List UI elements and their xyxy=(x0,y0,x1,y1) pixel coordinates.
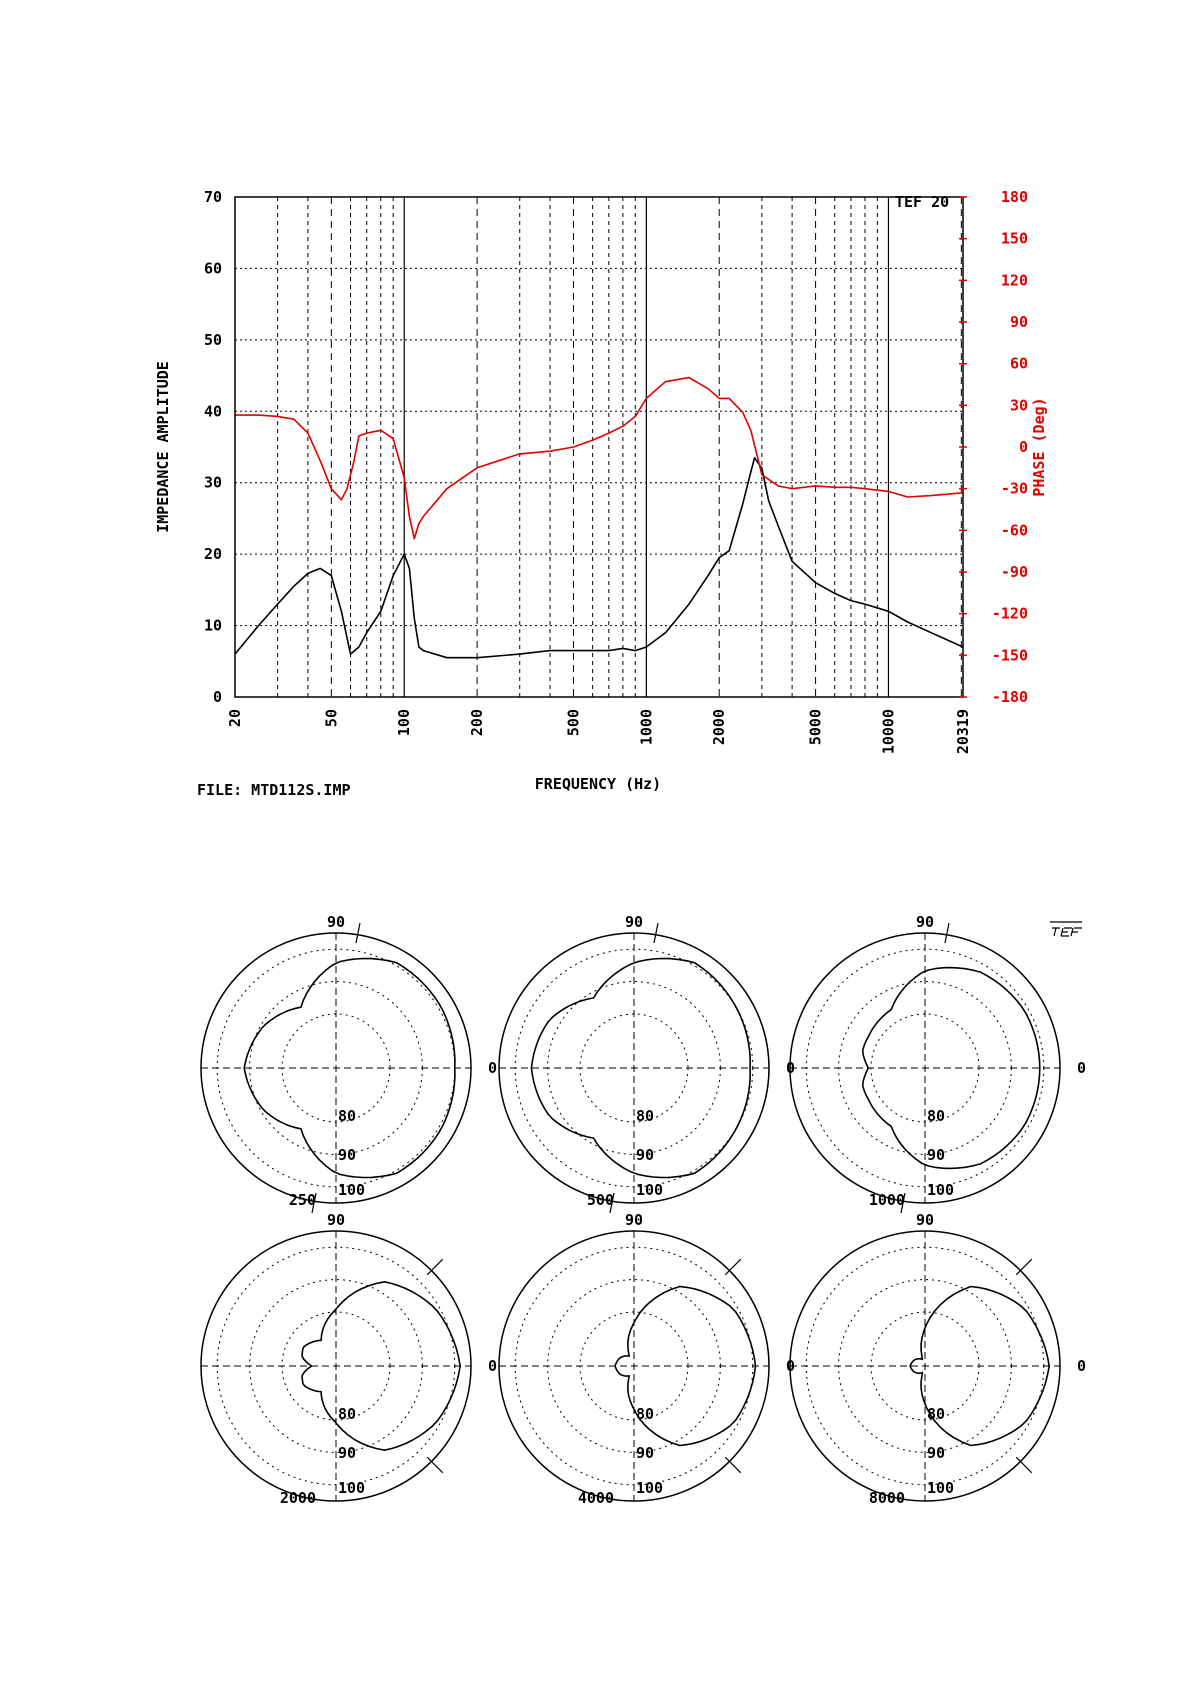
y-tick-label: 20 xyxy=(203,545,222,564)
tef-logo xyxy=(1050,922,1082,936)
polar-angle-label: 0 xyxy=(786,1357,796,1375)
y2-tick-label: -60 xyxy=(1000,521,1028,540)
polar-ring-label: 80 xyxy=(927,1405,946,1423)
y2-tick-label: 150 xyxy=(1000,229,1028,248)
x-tick-label: 500 xyxy=(564,709,583,737)
y2-tick-label: -90 xyxy=(1000,563,1028,581)
y2-tick-label: -30 xyxy=(1000,479,1028,498)
polar-ring-label: 100 xyxy=(636,1181,664,1199)
y-tick-label: 30 xyxy=(203,473,222,492)
x-tick-label: 100 xyxy=(395,709,414,737)
polar-angle-label: 90 xyxy=(915,1211,935,1229)
y2-tick-label: 120 xyxy=(1000,271,1028,290)
x-tick-label: 1000 xyxy=(637,709,656,746)
y-tick-label: 40 xyxy=(203,402,222,421)
polar-plot-8000 xyxy=(790,1211,1086,1507)
y-tick-label: 60 xyxy=(203,259,222,278)
y2-tick-label: 30 xyxy=(1009,396,1028,415)
impedance-phase-chart xyxy=(154,188,1048,799)
polar-frequency-label: 8000 xyxy=(868,1489,905,1507)
polar-ring-label: 80 xyxy=(338,1405,357,1423)
chart-tag-label: TEF 20 xyxy=(895,193,950,211)
x-tick-label: 50 xyxy=(322,709,341,728)
polar-frequency-label: 2000 xyxy=(279,1489,316,1507)
polar-plots xyxy=(201,913,1086,1507)
polar-response-curve xyxy=(531,959,750,1178)
polar-ring-label: 100 xyxy=(338,1181,366,1199)
y2-tick-label: 60 xyxy=(1009,354,1028,373)
polar-angle-label: 90 xyxy=(624,913,644,931)
polar-ring-label: 90 xyxy=(636,1146,655,1164)
polar-frequency-label: 4000 xyxy=(577,1489,614,1507)
polar-plot-2000 xyxy=(201,1211,497,1507)
phase-series-line xyxy=(235,378,963,539)
x-tick-label: 2000 xyxy=(710,709,729,746)
y2-tick-label: -120 xyxy=(991,604,1028,623)
y2-tick-label: 90 xyxy=(1009,313,1028,331)
x-tick-label: 5000 xyxy=(806,709,825,746)
polar-ring-label: 100 xyxy=(927,1181,955,1199)
polar-ring-label: 80 xyxy=(636,1107,655,1125)
y2-axis-label: PHASE (Deg) xyxy=(1030,397,1048,497)
polar-coverage-marker xyxy=(356,923,360,943)
x-axis-label: FREQUENCY (Hz) xyxy=(534,775,662,793)
polar-frequency-label: 1000 xyxy=(868,1191,905,1209)
polar-ring-label: 90 xyxy=(927,1146,946,1164)
x-tick-label: 20319 xyxy=(954,709,972,755)
y-tick-label: 50 xyxy=(203,330,222,349)
polar-coverage-marker xyxy=(945,923,949,943)
polar-ring-label: 80 xyxy=(338,1107,357,1125)
y-axis-label: IMPEDANCE AMPLITUDE xyxy=(154,361,172,533)
polar-angle-label: 0 xyxy=(1077,1059,1087,1077)
y-tick-label: 70 xyxy=(203,188,222,206)
y-tick-label: 0 xyxy=(212,688,222,706)
polar-plot-4000 xyxy=(499,1211,795,1507)
polar-coverage-marker xyxy=(1016,1457,1032,1473)
polar-coverage-marker xyxy=(427,1259,443,1275)
polar-angle-label: 90 xyxy=(326,1211,346,1229)
polar-coverage-marker xyxy=(725,1259,741,1275)
polar-ring-label: 90 xyxy=(338,1146,357,1164)
file-label: FILE: MTD112S.IMP xyxy=(197,781,351,799)
polar-frequency-label: 500 xyxy=(586,1191,614,1209)
polar-ring-label: 90 xyxy=(338,1444,357,1462)
polar-coverage-marker xyxy=(654,923,658,943)
y2-tick-label: -180 xyxy=(991,688,1028,706)
polar-angle-label: 90 xyxy=(915,913,935,931)
polar-angle-label: 0 xyxy=(1077,1357,1087,1375)
polar-ring-label: 100 xyxy=(927,1479,955,1497)
polar-coverage-marker xyxy=(725,1457,741,1473)
polar-ring-label: 90 xyxy=(636,1444,655,1462)
polar-angle-label: 90 xyxy=(326,913,346,931)
y2-tick-label: -150 xyxy=(991,646,1028,665)
y2-tick-label: 0 xyxy=(1018,438,1028,456)
polar-plot-250 xyxy=(201,913,497,1213)
y-tick-label: 10 xyxy=(203,616,222,635)
y2-tick-label: 180 xyxy=(1000,188,1028,206)
polar-plot-500 xyxy=(499,913,795,1213)
x-tick-label: 200 xyxy=(468,709,487,737)
polar-plot-1000 xyxy=(790,913,1086,1213)
polar-ring-label: 90 xyxy=(927,1444,946,1462)
polar-coverage-marker xyxy=(427,1457,443,1473)
polar-ring-label: 80 xyxy=(636,1405,655,1423)
polar-angle-label: 0 xyxy=(488,1357,498,1375)
polar-frequency-label: 250 xyxy=(288,1191,316,1209)
polar-angle-label: 90 xyxy=(624,1211,644,1229)
polar-ring-label: 100 xyxy=(338,1479,366,1497)
polar-coverage-marker xyxy=(1016,1259,1032,1275)
chart-tick-labels xyxy=(204,188,1028,754)
polar-ring-label: 80 xyxy=(927,1107,946,1125)
x-tick-label: 20 xyxy=(226,709,244,728)
polar-ring-label: 100 xyxy=(636,1479,664,1497)
x-tick-label: 10000 xyxy=(879,709,898,755)
polar-angle-label: 0 xyxy=(488,1059,498,1077)
polar-angle-label: 0 xyxy=(786,1059,796,1077)
chart-series xyxy=(235,378,963,658)
